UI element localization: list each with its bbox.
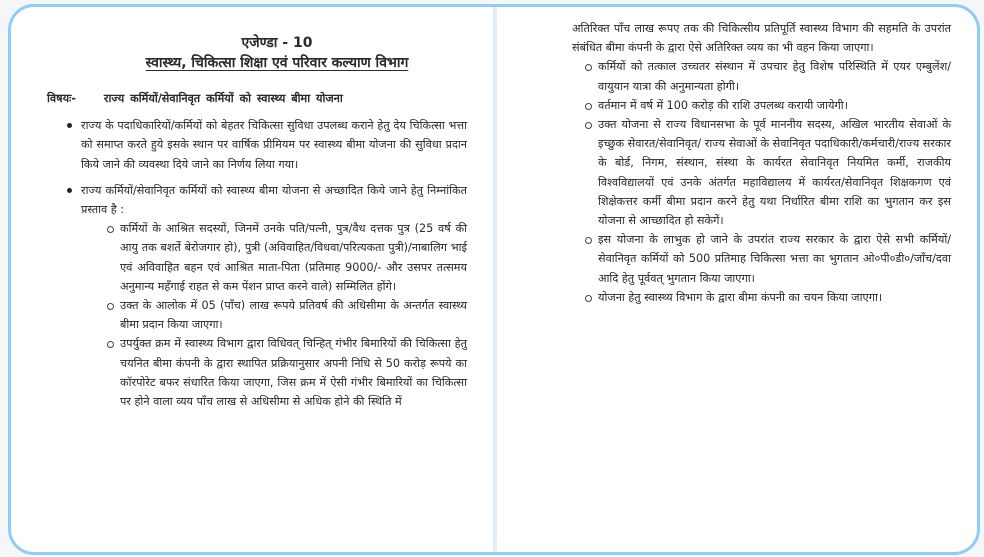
sub-list-item: उक्त योजना से राज्य विधानसभा के पूर्व माननीय सदस्य, अखिल भारतीय सेवाओं के इच्छुक सेवारत/सेवानिवृत/ राज्य सेवाओं के सेवानिवृत पदाधिकारी/कर्मचारी/राज्य सरकार के बोर्ड, निगम, संस्थान, संस्था के कार्यरत सेवानिवृत नियमित कर्मी, राजकीय विश्वविद्यालयों एवं उनके अंतर्गत महाविद्यालय में कार्यरत/सेवानिवृत शिक्षकगण एवं शिक्षेकत्तर कर्मी बीमा प्रदान करने हेतु यथा निर्धारित बीमा राशि का भुगतान कर इस योजना से आच्छादित हो सकेगें। xyxy=(585,115,951,230)
sub-list-item: उक्त के आलोक में 05 (पाँच) लाख रूपये प्रतिवर्ष की अधिसीमा के अन्तर्गत स्वास्थ्य बीमा प्रदान किया जाएगा। xyxy=(107,296,467,334)
agenda-number: एजेण्डा - 10 xyxy=(241,35,313,51)
sub-list xyxy=(81,219,467,411)
list-item xyxy=(65,181,467,411)
sub-list-item: योजना हेतु स्वास्थ्य विभाग के द्वारा बीमा कंपनी का चयन किया जाएगा। xyxy=(585,288,951,307)
sub-list-item: इस योजना के लाभुक हो जाने के उपरांत राज्य सरकार के द्वारा ऐसे सभी कर्मियों/सेवानिवृत कर्मियों को 500 प्रतिमाह चिकित्सा भत्ता का भुगतान ओ०पी०डी०/जाँच/दवा आदि हेतु पूर्ववत् भुगतान किया जाएगा। xyxy=(585,230,951,288)
sub-list-item: उपर्युक्त क्रम में स्वास्थ्य विभाग द्वारा विधिवत् चिन्हित् गंभीर बिमारियों की चिकित्सा हेतु चयनित बीमा कंपनी के द्वारा स्थापित प्रक्रियानुसार अपनी निधि से 50 करोड़ रूपये का कॉरपोरेट बफर संधारित किया जाएगा, जिस क्रम में ऐसी गंभीर बिमारियों का चिकित्सा पर होने वाला व्यय पाँच लाख से अधिसीमा से अधिक होने की स्थिति में xyxy=(107,334,467,411)
sub-list xyxy=(559,57,951,307)
continuation-text: अतिरिक्त पाँच लाख रूपए तक की चिकित्सीय प्रतिपूर्ति स्वास्थ्य विभाग की सहमति के उपरांत संबंधित बीमा कंपनी के द्वारा ऐसे अतिरिक्त व्यय का भी वहन किया जाएगा। xyxy=(572,22,951,55)
document-frame xyxy=(8,4,980,555)
list-item xyxy=(65,116,467,174)
subject-text: राज्य कर्मियों/सेवानिवृत कर्मियों को स्वास्थ्य बीमा योजना xyxy=(103,92,343,105)
bullet-text: राज्य के पदाधिकारियों/कर्मियों को बेहतर चिकित्सा सुविधा उपलब्ध कराने हेतु देय चिकित्सा भत्ता को समाप्त करते हुये इसके स्थान पर वार्षिक प्रीमियम पर स्वास्थ्य बीमा योजना की सुविधा प्रदान किये जाने की व्यवस्था दिये जाने का निर्णय लिया गया। xyxy=(81,119,467,171)
sub-list-item: कर्मियों को तत्काल उच्चतर संस्थान में उपचार हेतु विशेष परिस्थिति में एयर एम्बुलेंश/वायुयान यात्रा की अनुमान्यता होगी। xyxy=(585,57,951,95)
sub-list-item: वर्तमान में वर्ष में 100 करोड़ की राशि उपलब्ध करायी जायेगी। xyxy=(585,96,951,115)
department-title: स्वास्थ्य, चिकित्सा शिक्षा एवं परिवार कल्याण विभाग xyxy=(145,55,409,71)
bullet-text: राज्य कर्मियों/सेवानिवृत कर्मियों को स्वास्थ्य बीमा योजना से अच्छादित किये जाने हेतु निम्नांकित प्रस्ताव है : xyxy=(81,183,467,217)
subject-line xyxy=(47,89,467,108)
bullet-list xyxy=(47,116,467,411)
subject-label: विषयः- xyxy=(47,92,76,105)
right-column xyxy=(559,19,951,307)
left-column xyxy=(47,7,467,418)
sub-list-item: कर्मियों के आश्रित सदस्यों, जिनमें उनके पति/पत्नी, पुत्र/वैध दत्तक पुत्र (25 वर्ष की आयु तक बशर्ते बेरोजगार हो), पुत्री (अविवाहित/विधवा/परित्यकता पुत्री)/नाबालिग भाई एवं अविवाहित बहन एवं आश्रित माता-पिता (प्रतिमाह 9000/- और उसपर तत्समय अनुमान्य महँगाई राहत से कम पेंशन प्राप्त करने वाले) सम्मिलित होंगे। xyxy=(107,219,467,296)
column-divider xyxy=(493,7,497,552)
